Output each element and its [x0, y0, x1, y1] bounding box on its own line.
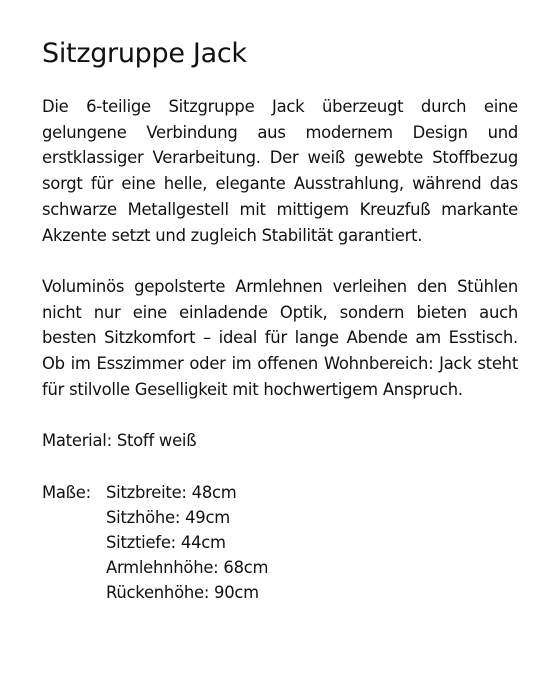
dimension-seat-width: Sitzbreite: 48cm — [106, 482, 237, 502]
product-title: Sitzgruppe Jack — [42, 38, 247, 69]
dimension-armrest-height: Armlehnhöhe: 68cm — [106, 558, 269, 578]
dimensions-label: Maße: — [42, 482, 91, 502]
description-paragraph-2: Voluminös gepolsterte Armlehnen verleihen den Stühlen nicht nur eine einladende Optik, sondern bieten auch besten Sitzkomfort – ideal für lange Abende am Esstisch. Ob im Esszimmer oder im offenen Wohnbereich: Jack steht für stilvolle Geselligkeit mit hochwertigem Anspruch. — [42, 276, 518, 399]
product-description — [42, 34, 518, 606]
dimension-seat-depth: Sitztiefe: 44cm — [106, 532, 226, 552]
dimension-backrest-height: Rückenhöhe: 90cm — [106, 583, 259, 603]
dimensions-list — [106, 480, 268, 606]
description-paragraph-1: Die 6-teilige Sitzgruppe Jack überzeugt durch eine gelungene Verbindung aus modernem Design und erstklassiger Verarbeitung. Der weiß gewebte Stoffbezug sorgt für eine helle, elegante Ausstrahlung, während das schwarze Metallgestell mit mittigem Kreuzfuß markante Akzente setzt und zugleich Stabilität garantiert. — [42, 97, 518, 245]
material-info: Material: Stoff weiß — [42, 431, 197, 451]
dimension-seat-height: Sitzhöhe: 49cm — [106, 507, 230, 527]
dimensions-block — [42, 480, 518, 606]
